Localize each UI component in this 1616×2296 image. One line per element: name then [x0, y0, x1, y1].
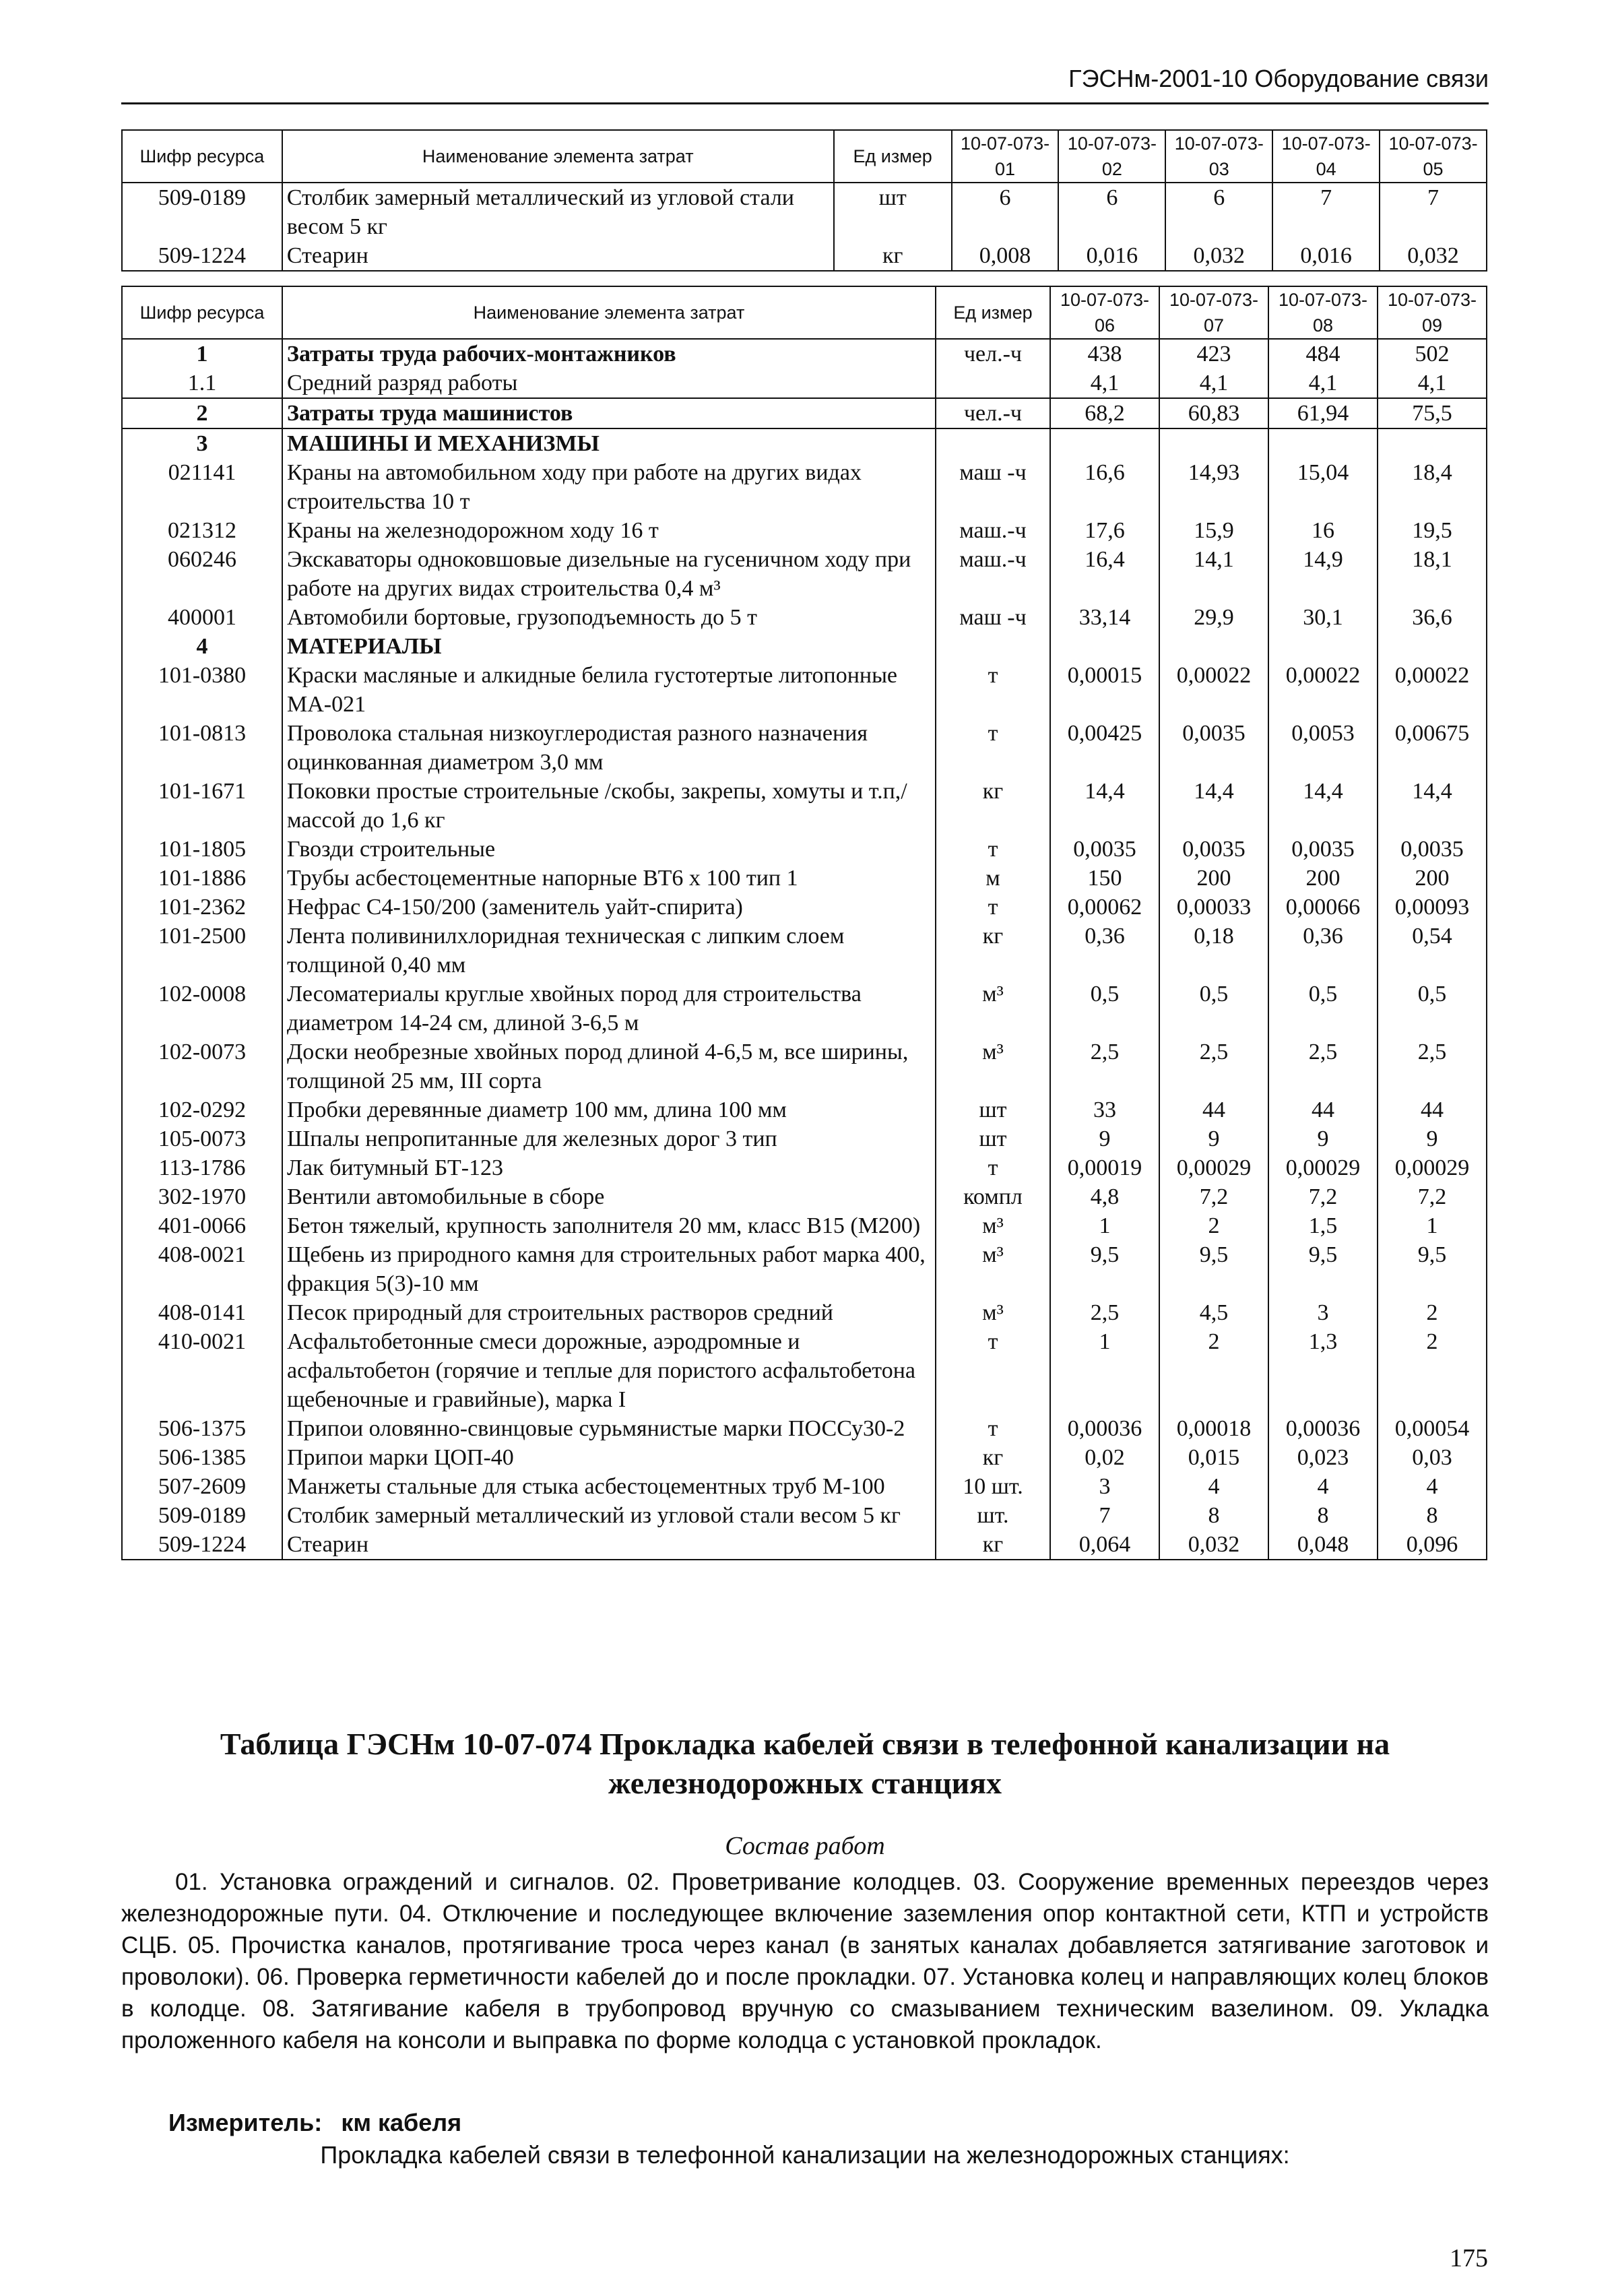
cell-unit: шт [834, 183, 952, 241]
table-header-row [122, 130, 1487, 183]
cell-name: Бетон тяжелый, крупность заполнителя 20 мм, класс В15 (М200) [282, 1211, 936, 1240]
table-row [122, 1501, 1487, 1530]
cell-code: 302-1970 [122, 1182, 282, 1211]
cell-unit: м³ [936, 1211, 1050, 1240]
cell-code: 509-0189 [122, 1501, 282, 1530]
header-title: ГЭСНм-2001-10 Оборудование связи [1068, 65, 1489, 92]
header-unit: Ед измер [834, 130, 952, 183]
table-row [122, 1153, 1487, 1182]
cell-name: Затраты труда машинистов [282, 398, 936, 428]
cell-value: 0,5 [1050, 980, 1159, 1038]
cell-value: 502 [1378, 339, 1487, 369]
cell-value: 18,1 [1378, 545, 1487, 603]
table-row [122, 835, 1487, 864]
cell-value: 438 [1050, 339, 1159, 369]
cell-value: 29,9 [1159, 603, 1268, 632]
cell-value: 4,1 [1378, 369, 1487, 398]
table-row [122, 339, 1487, 369]
cell-value: 4 [1268, 1472, 1378, 1501]
cell-unit: маш.-ч [936, 545, 1050, 603]
cell-value: 3 [1050, 1472, 1159, 1501]
header-col: 10-07-073-02 [1058, 130, 1165, 183]
cell-value: 7,2 [1378, 1182, 1487, 1211]
cell-code: 1.1 [122, 369, 282, 398]
cell-code: 060246 [122, 545, 282, 603]
cell-value [1050, 632, 1159, 661]
cell-value: 2 [1159, 1211, 1268, 1240]
cell-value: 0,00022 [1268, 661, 1378, 719]
cell-value: 18,4 [1378, 458, 1487, 516]
cell-value: 15,04 [1268, 458, 1378, 516]
cell-unit: м [936, 864, 1050, 893]
header-col: 10-07-073-04 [1272, 130, 1380, 183]
cell-value: 423 [1159, 339, 1268, 369]
cell-code: 101-0813 [122, 719, 282, 777]
cell-value: 0,0035 [1159, 719, 1268, 777]
cell-code: 102-0073 [122, 1038, 282, 1095]
cell-value: 9 [1268, 1124, 1378, 1153]
cell-name: Щебень из природного камня для строительных работ марка 400, фракция 5(3)-10 мм [282, 1240, 936, 1298]
cell-value: 8 [1268, 1501, 1378, 1530]
cell-value: 0,064 [1050, 1530, 1159, 1560]
cell-code: 101-2362 [122, 893, 282, 922]
cell-value: 9,5 [1378, 1240, 1487, 1298]
cell-value: 0,00029 [1378, 1153, 1487, 1182]
cell-name: Трубы асбестоцементные напорные ВТ6 х 100 тип 1 [282, 864, 936, 893]
header-col: 10-07-073-09 [1378, 286, 1487, 339]
table-row [122, 1414, 1487, 1443]
cell-unit: м³ [936, 1038, 1050, 1095]
cell-value: 16,6 [1050, 458, 1159, 516]
cell-code: 507-2609 [122, 1472, 282, 1501]
cell-code: 408-0021 [122, 1240, 282, 1298]
cell-value: 44 [1268, 1095, 1378, 1124]
cell-value [1159, 428, 1268, 458]
cell-value: 4,8 [1050, 1182, 1159, 1211]
cell-value: 68,2 [1050, 398, 1159, 428]
cell-value: 16,4 [1050, 545, 1159, 603]
cell-value: 4 [1159, 1472, 1268, 1501]
cell-unit: кг [936, 1530, 1050, 1560]
table-row [122, 369, 1487, 398]
cell-value: 0,00022 [1159, 661, 1268, 719]
cell-value: 14,4 [1159, 777, 1268, 835]
cell-code: 113-1786 [122, 1153, 282, 1182]
cell-value: 9 [1159, 1124, 1268, 1153]
cell-value: 9 [1050, 1124, 1159, 1153]
cell-value: 7 [1050, 1501, 1159, 1530]
cell-value: 14,4 [1050, 777, 1159, 835]
table-header-row [122, 286, 1487, 339]
cell-code: 3 [122, 428, 282, 458]
measure-line [168, 2109, 474, 2137]
cell-value [1268, 632, 1378, 661]
cell-value: 0,0053 [1268, 719, 1378, 777]
table-row [122, 516, 1487, 545]
cell-value: 1 [1378, 1211, 1487, 1240]
cell-value: 2,5 [1050, 1298, 1159, 1327]
cell-name: Краски масляные и алкидные белила густотертые литопонные МА-021 [282, 661, 936, 719]
cell-value: 1,5 [1268, 1211, 1378, 1240]
cell-value: 0,03 [1378, 1443, 1487, 1472]
cell-value: 0,00015 [1050, 661, 1159, 719]
cell-code: 4 [122, 632, 282, 661]
table2-body [122, 339, 1487, 1560]
cell-unit: т [936, 1327, 1050, 1414]
cell-value: 2 [1159, 1327, 1268, 1414]
cell-code: 102-0008 [122, 980, 282, 1038]
cell-name: Лента поливинилхлоридная техническая с липким слоем толщиной 0,40 мм [282, 922, 936, 980]
cell-name: Лесоматериалы круглые хвойных пород для строительства диаметром 14-24 см, длиной 3-6,5 м [282, 980, 936, 1038]
cell-value: 0,00022 [1378, 661, 1487, 719]
table-row [122, 922, 1487, 980]
header-col: 10-07-073-06 [1050, 286, 1159, 339]
section-subtitle: Состав работ [725, 1832, 885, 1860]
header-unit: Ед измер [936, 286, 1050, 339]
table-row [122, 1124, 1487, 1153]
cell-value [1378, 428, 1487, 458]
cell-code: 101-1805 [122, 835, 282, 864]
cell-value: 1 [1050, 1327, 1159, 1414]
cell-code: 021312 [122, 516, 282, 545]
cell-value: 200 [1159, 864, 1268, 893]
cell-name: Поковки простые строительные /скобы, закрепы, хомуты и т.п,/ массой до 1,6 кг [282, 777, 936, 835]
cell-code: 506-1385 [122, 1443, 282, 1472]
cell-name: Лак битумный БТ-123 [282, 1153, 936, 1182]
table-row [122, 428, 1487, 458]
cell-name: Средний разряд работы [282, 369, 936, 398]
table-row [122, 864, 1487, 893]
cell-value: 1,3 [1268, 1327, 1378, 1414]
cell-unit: маш -ч [936, 458, 1050, 516]
header-col: 10-07-073-07 [1159, 286, 1268, 339]
table-row [122, 1182, 1487, 1211]
cell-name: Асфальтобетонные смеси дорожные, аэродромные и асфальтобетон (горячие и теплые для пористого асфальтобетона щебеночные и гравийные), марка I [282, 1327, 936, 1414]
cell-code: 021141 [122, 458, 282, 516]
cell-value: 2 [1378, 1327, 1487, 1414]
header-col: 10-07-073-01 [952, 130, 1059, 183]
table-row [122, 1530, 1487, 1560]
cell-value: 0,00029 [1159, 1153, 1268, 1182]
cell-value: 0,00036 [1050, 1414, 1159, 1443]
cell-name: МАШИНЫ И МЕХАНИЗМЫ [282, 428, 936, 458]
cell-code: 105-0073 [122, 1124, 282, 1153]
cell-code: 101-2500 [122, 922, 282, 980]
cell-unit: т [936, 835, 1050, 864]
cell-value [1050, 428, 1159, 458]
cell-unit: шт. [936, 1501, 1050, 1530]
cell-name: Шпалы непропитанные для железных дорог 3 тип [282, 1124, 936, 1153]
cell-name: Стеарин [282, 241, 834, 271]
cell-code: 1 [122, 339, 282, 369]
cell-value: 0,0035 [1159, 835, 1268, 864]
cell-unit [936, 428, 1050, 458]
cell-value [1378, 632, 1487, 661]
cell-value [1268, 428, 1378, 458]
cell-code: 102-0292 [122, 1095, 282, 1124]
cell-value: 0,015 [1159, 1443, 1268, 1472]
cell-code: 408-0141 [122, 1298, 282, 1327]
cell-unit: м³ [936, 980, 1050, 1038]
cell-unit: чел.-ч [936, 398, 1050, 428]
cell-value: 0,02 [1050, 1443, 1159, 1472]
resource-table-1 [121, 129, 1487, 272]
cell-value: 2,5 [1268, 1038, 1378, 1095]
cell-value: 4,1 [1050, 369, 1159, 398]
cell-value: 9,5 [1268, 1240, 1378, 1298]
table-row [122, 1211, 1487, 1240]
cell-unit [936, 369, 1050, 398]
header-code: Шифр ресурса [122, 286, 282, 339]
cell-value: 14,1 [1159, 545, 1268, 603]
cell-value: 36,6 [1378, 603, 1487, 632]
cell-value: 0,5 [1159, 980, 1268, 1038]
section-title: Таблица ГЭСНм 10-07-074 Прокладка кабелей связи в телефонной канализации на железнодорожных станциях [220, 1727, 1390, 1800]
cell-unit: кг [936, 1443, 1050, 1472]
table-row [122, 1038, 1487, 1095]
table-row [122, 1472, 1487, 1501]
cell-value: 0,00029 [1268, 1153, 1378, 1182]
measure-value: км кабеля [341, 2109, 462, 2136]
cell-unit: кг [834, 241, 952, 271]
cell-value: 0,00033 [1159, 893, 1268, 922]
cell-value: 75,5 [1378, 398, 1487, 428]
cell-name: Столбик замерный металлический из угловой стали весом 5 кг [282, 1501, 936, 1530]
cell-value: 7 [1272, 183, 1380, 241]
cell-value: 9,5 [1159, 1240, 1268, 1298]
table-row [122, 241, 1487, 271]
cell-value: 9,5 [1050, 1240, 1159, 1298]
table-row [122, 398, 1487, 428]
cell-value: 200 [1268, 864, 1378, 893]
header-code: Шифр ресурса [122, 130, 282, 183]
cell-unit: чел.-ч [936, 339, 1050, 369]
cell-value: 0,032 [1159, 1530, 1268, 1560]
cell-unit: шт [936, 1124, 1050, 1153]
cell-unit: кг [936, 922, 1050, 980]
cell-value: 0,048 [1268, 1530, 1378, 1560]
cell-value: 484 [1268, 339, 1378, 369]
cell-name: Пробки деревянные диаметр 100 мм, длина 100 мм [282, 1095, 936, 1124]
cell-value: 44 [1159, 1095, 1268, 1124]
cell-code: 401-0066 [122, 1211, 282, 1240]
cell-value: 2,5 [1378, 1038, 1487, 1095]
cell-value: 0,032 [1380, 241, 1487, 271]
cell-name: Манжеты стальные для стыка асбестоцементных труб М-100 [282, 1472, 936, 1501]
cell-value: 0,00054 [1378, 1414, 1487, 1443]
cell-value: 7,2 [1159, 1182, 1268, 1211]
cell-unit: компл [936, 1182, 1050, 1211]
cell-unit: т [936, 719, 1050, 777]
cell-name: Затраты труда рабочих-монтажников [282, 339, 936, 369]
table-row [122, 183, 1487, 241]
cell-value: 15,9 [1159, 516, 1268, 545]
cell-value: 0,00062 [1050, 893, 1159, 922]
cell-value: 0,00066 [1268, 893, 1378, 922]
cell-unit [936, 632, 1050, 661]
cell-unit: маш -ч [936, 603, 1050, 632]
cell-value: 9 [1378, 1124, 1487, 1153]
table-row [122, 1443, 1487, 1472]
cell-value: 33,14 [1050, 603, 1159, 632]
cell-unit: т [936, 661, 1050, 719]
cell-value: 6 [1058, 183, 1165, 241]
cell-unit: м³ [936, 1298, 1050, 1327]
cell-unit: шт [936, 1095, 1050, 1124]
cell-value: 0,0035 [1378, 835, 1487, 864]
cell-value: 1 [1050, 1211, 1159, 1240]
cell-value: 0,00425 [1050, 719, 1159, 777]
cell-value: 0,00018 [1159, 1414, 1268, 1443]
table-row [122, 1240, 1487, 1298]
cell-value: 14,9 [1268, 545, 1378, 603]
header-name: Наименование элемента затрат [282, 286, 936, 339]
cell-value: 0,0035 [1268, 835, 1378, 864]
table-row [122, 719, 1487, 777]
cell-unit: т [936, 1153, 1050, 1182]
header-name: Наименование элемента затрат [282, 130, 834, 183]
header-col: 10-07-073-03 [1165, 130, 1272, 183]
table-row [122, 661, 1487, 719]
table-row [122, 545, 1487, 603]
cell-code: 101-1671 [122, 777, 282, 835]
cell-value: 61,94 [1268, 398, 1378, 428]
cell-value: 200 [1378, 864, 1487, 893]
cell-value: 0,5 [1268, 980, 1378, 1038]
cell-name: Песок природный для строительных растворов средний [282, 1298, 936, 1327]
cell-code: 2 [122, 398, 282, 428]
work-description: 01. Установка ограждений и сигналов. 02. Проветривание колодцев. 03. Сооружение временных переездов через железнодорожные пути. 04. Отключение и последующее включение заземления опор контактной сети, КТП и устройств СЦБ. 05. Прочистка каналов, протягивание троса через канал (в занятых каналах добавляется затягивание заготовок и проволоки). 06. Проверка герметичности кабелей до и после прокладки. 07. Установка колец и направляющих колец блоков в колодце. 08. Затягивание кабеля в трубопровод вручную со смазыванием техническим вазелином. 09. Укладка проложенного кабеля на консоли и выправка по форме колодца с установкой прокладок. [121, 1869, 1489, 2053]
cell-value: 0,096 [1378, 1530, 1487, 1560]
cell-unit: 10 шт. [936, 1472, 1050, 1501]
cell-code: 410-0021 [122, 1327, 282, 1414]
table-row [122, 777, 1487, 835]
running-header [121, 65, 1489, 104]
cell-name: Стеарин [282, 1530, 936, 1560]
cell-code: 509-1224 [122, 241, 282, 271]
cell-value: 0,00036 [1268, 1414, 1378, 1443]
cell-unit: кг [936, 777, 1050, 835]
cell-value: 17,6 [1050, 516, 1159, 545]
cell-name: Нефрас С4-150/200 (заменитель уайт-спирита) [282, 893, 936, 922]
cell-name: Автомобили бортовые, грузоподъемность до 5 т [282, 603, 936, 632]
cell-value: 0,18 [1159, 922, 1268, 980]
cell-unit: маш.-ч [936, 516, 1050, 545]
cell-name: Доски необрезные хвойных пород длиной 4-6,5 м, все ширины, толщиной 25 мм, III сорта [282, 1038, 936, 1095]
table-caption: Прокладка кабелей связи в телефонной канализации на железнодорожных станциях: [320, 2141, 1290, 2169]
page-number: 175 [1450, 2244, 1488, 2272]
measure-label: Измеритель: [168, 2109, 323, 2136]
cell-code: 101-0380 [122, 661, 282, 719]
table1-body [122, 183, 1487, 271]
cell-name: Краны на железнодорожном ходу 16 т [282, 516, 936, 545]
table-row [122, 1298, 1487, 1327]
table-row [122, 893, 1487, 922]
cell-name: Припои оловянно-свинцовые сурьмянистые марки ПОССу30-2 [282, 1414, 936, 1443]
cell-unit: т [936, 893, 1050, 922]
cell-value: 6 [1165, 183, 1272, 241]
cell-value: 0,023 [1268, 1443, 1378, 1472]
cell-value: 4,1 [1268, 369, 1378, 398]
cell-value: 0,5 [1378, 980, 1487, 1038]
cell-value: 0,00675 [1378, 719, 1487, 777]
cell-value: 3 [1268, 1298, 1378, 1327]
cell-value [1159, 632, 1268, 661]
cell-name: Припои марки ЦОП-40 [282, 1443, 936, 1472]
cell-name: Столбик замерный металлический из угловой стали весом 5 кг [282, 183, 834, 241]
cell-value: 150 [1050, 864, 1159, 893]
table-row [122, 980, 1487, 1038]
cell-value: 2,5 [1159, 1038, 1268, 1095]
cell-value: 0,54 [1378, 922, 1487, 980]
resource-table-2 [121, 286, 1487, 1560]
cell-value: 30,1 [1268, 603, 1378, 632]
cell-code: 509-1224 [122, 1530, 282, 1560]
table-row [122, 1327, 1487, 1414]
cell-value: 0,032 [1165, 241, 1272, 271]
table-row [122, 458, 1487, 516]
cell-value: 19,5 [1378, 516, 1487, 545]
cell-value: 4,5 [1159, 1298, 1268, 1327]
cell-unit: м³ [936, 1240, 1050, 1298]
cell-value: 0,00093 [1378, 893, 1487, 922]
cell-name: Проволока стальная низкоуглеродистая разного назначения оцинкованная диаметром 3,0 мм [282, 719, 936, 777]
cell-value: 2 [1378, 1298, 1487, 1327]
cell-value: 33 [1050, 1095, 1159, 1124]
cell-value: 44 [1378, 1095, 1487, 1124]
cell-value: 14,4 [1378, 777, 1487, 835]
cell-value: 0,016 [1058, 241, 1165, 271]
cell-value: 8 [1378, 1501, 1487, 1530]
cell-name: Гвозди строительные [282, 835, 936, 864]
cell-value: 0,00019 [1050, 1153, 1159, 1182]
cell-value: 0,008 [952, 241, 1059, 271]
cell-code: 400001 [122, 603, 282, 632]
cell-value: 8 [1159, 1501, 1268, 1530]
cell-value: 14,93 [1159, 458, 1268, 516]
cell-value: 4,1 [1159, 369, 1268, 398]
header-col: 10-07-073-05 [1380, 130, 1487, 183]
cell-value: 0,0035 [1050, 835, 1159, 864]
table-row [122, 632, 1487, 661]
cell-code: 509-0189 [122, 183, 282, 241]
cell-value: 0,36 [1268, 922, 1378, 980]
cell-value: 60,83 [1159, 398, 1268, 428]
cell-code: 506-1375 [122, 1414, 282, 1443]
cell-value: 4 [1378, 1472, 1487, 1501]
cell-value: 2,5 [1050, 1038, 1159, 1095]
cell-value: 0,016 [1272, 241, 1380, 271]
cell-name: Экскаваторы одноковшовые дизельные на гусеничном ходу при работе на других видах строительства 0,4 м³ [282, 545, 936, 603]
cell-value: 7 [1380, 183, 1487, 241]
cell-value: 14,4 [1268, 777, 1378, 835]
cell-value: 0,36 [1050, 922, 1159, 980]
cell-name: Краны на автомобильном ходу при работе на других видах строительства 10 т [282, 458, 936, 516]
cell-value: 6 [952, 183, 1059, 241]
cell-value: 16 [1268, 516, 1378, 545]
table-row [122, 1095, 1487, 1124]
cell-name: Вентили автомобильные в сборе [282, 1182, 936, 1211]
header-col: 10-07-073-08 [1268, 286, 1378, 339]
table-row [122, 603, 1487, 632]
cell-name: МАТЕРИАЛЫ [282, 632, 936, 661]
cell-code: 101-1886 [122, 864, 282, 893]
cell-unit: т [936, 1414, 1050, 1443]
cell-value: 7,2 [1268, 1182, 1378, 1211]
